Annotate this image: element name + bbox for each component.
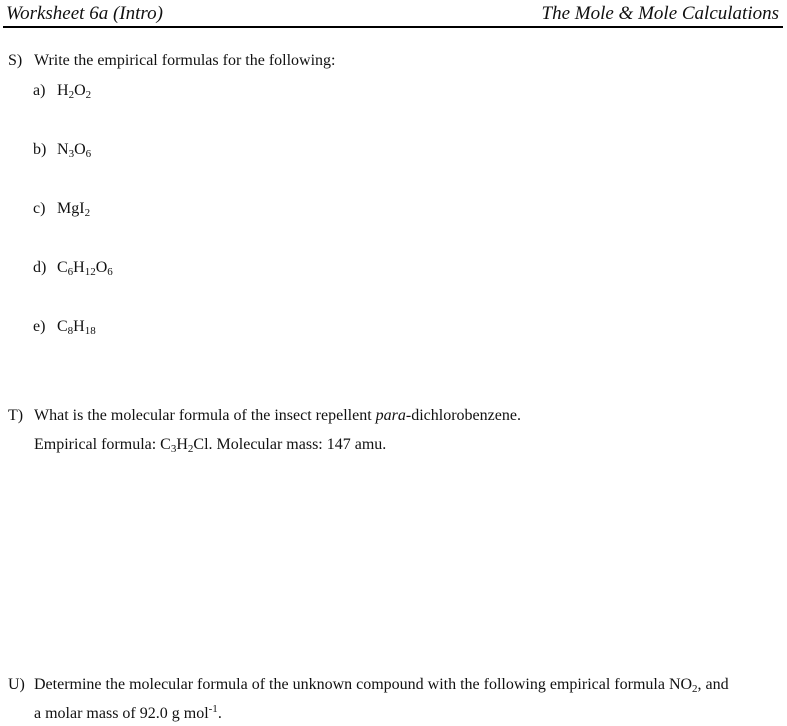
- worksheet-title: Worksheet 6a (Intro): [6, 3, 163, 24]
- formula-item-d: [33, 258, 113, 278]
- formula-item-c: [33, 199, 90, 219]
- question-s: [8, 51, 335, 71]
- question-u: [8, 675, 729, 695]
- item-label: a): [33, 82, 46, 99]
- question-prompt: Write the empirical formulas for the following:: [34, 52, 336, 69]
- question-prompt: Determine the molecular formula of the unknown compound with the following empirical formula $NO_2$, and: [34, 676, 729, 695]
- formula: $N_3O_6$: [57, 141, 92, 160]
- item-label: c): [33, 200, 46, 217]
- question-number: U): [8, 676, 25, 693]
- formula-item-a: [33, 81, 91, 101]
- formula: MgI$_2$: [57, 200, 91, 219]
- formula: $H_2O_2$: [57, 82, 92, 101]
- question-number: S): [8, 52, 23, 69]
- formula-item-e: [33, 317, 96, 337]
- formula: $C_6H_{12}O_6$: [57, 259, 113, 278]
- item-label: e): [33, 318, 46, 335]
- formula-item-b: [33, 140, 91, 160]
- worksheet-topic: The Mole & Mole Calculations: [541, 3, 779, 24]
- formula: $C_8H_{18}$: [57, 318, 96, 337]
- item-label: d): [33, 259, 47, 276]
- question-number: T): [8, 407, 24, 424]
- question-u-detail: a molar mass of 92.0 g mol$^{-1}$.: [34, 703, 222, 722]
- question-t-detail: Empirical formula: $C_3H_2Cl$. Molecular mass: 147 amu.: [34, 436, 387, 455]
- question-prompt: What is the molecular formula of the insect repellent para-dichlorobenzene.: [34, 407, 521, 424]
- question-t: [8, 406, 521, 426]
- worksheet-header: [3, 0, 783, 28]
- item-label: b): [33, 141, 47, 158]
